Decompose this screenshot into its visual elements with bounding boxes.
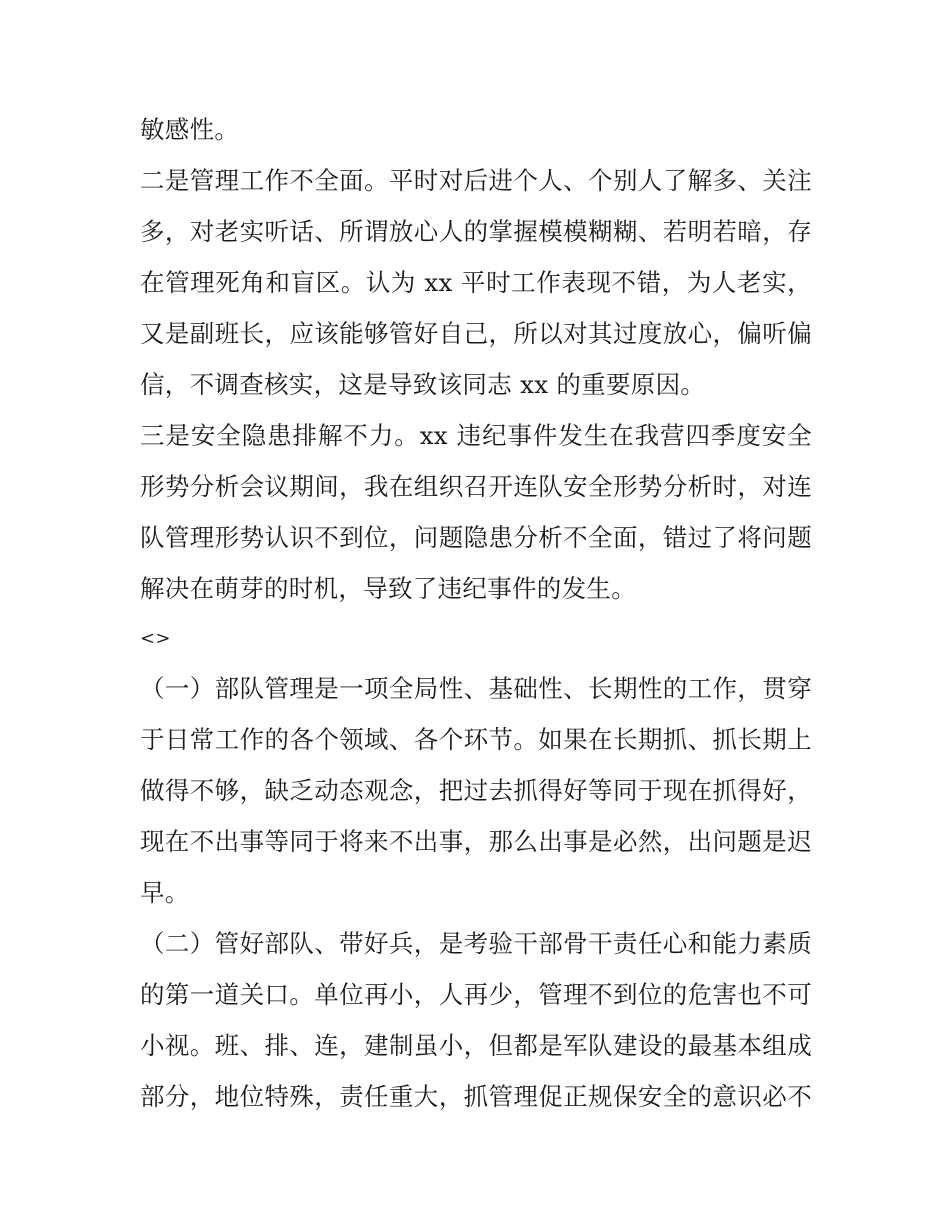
text-line: 队管理形势认识不到位，问题隐患分析不全面，错过了将问题 (140, 523, 812, 552)
text-line: 早。 (140, 878, 190, 907)
text-line: （一）部队管理是一项全局性、基础性、长期性的工作，贯穿 (140, 674, 812, 703)
text-line: 三是安全隐患排解不力。xx 违纪事件发生在我营四季度安全 (140, 421, 812, 450)
body-text (140, 104, 812, 1122)
section-marker: <> (140, 628, 171, 649)
text-line: 二是管理工作不全面。平时对后进个人、个别人了解多、关注 (140, 166, 812, 195)
text-line: 的第一道关口。单位再小，人再少，管理不到位的危害也不可 (140, 980, 812, 1009)
text-line: 做得不够，缺乏动态观念，把过去抓得好等同于现在抓得好， (140, 776, 812, 805)
text-line: （二）管好部队、带好兵，是考验干部骨干责任心和能力素质 (140, 929, 812, 958)
text-line: 又是副班长，应该能够管好自己，所以对其过度放心，偏听偏 (140, 319, 812, 348)
text-line: 于日常工作的各个领域、各个环节。如果在长期抓、抓长期上 (140, 725, 812, 754)
text-line: 形势分析会议期间，我在组织召开连队安全形势分析时，对连 (140, 472, 812, 501)
text-line: 解决在萌芽的时机，导致了违纪事件的发生。 (140, 574, 636, 603)
text-line: 在管理死角和盲区。认为 xx 平时工作表现不错，为人老实， (140, 268, 812, 297)
text-line: 信，不调查核实，这是导致该同志 xx 的重要原因。 (140, 370, 706, 399)
text-line: 多，对老实听话、所谓放心人的掌握模模糊糊、若明若暗，存 (140, 217, 812, 246)
text-line: 小视。班、排、连，建制虽小，但都是军队建设的最基本组成 (140, 1031, 812, 1060)
text-line: 敏感性。 (140, 115, 240, 144)
text-line: 部分，地位特殊，责任重大，抓管理促正规保安全的意识必不 (140, 1082, 812, 1111)
text-line: 现在不出事等同于将来不出事，那么出事是必然，出问题是迟 (140, 827, 812, 856)
